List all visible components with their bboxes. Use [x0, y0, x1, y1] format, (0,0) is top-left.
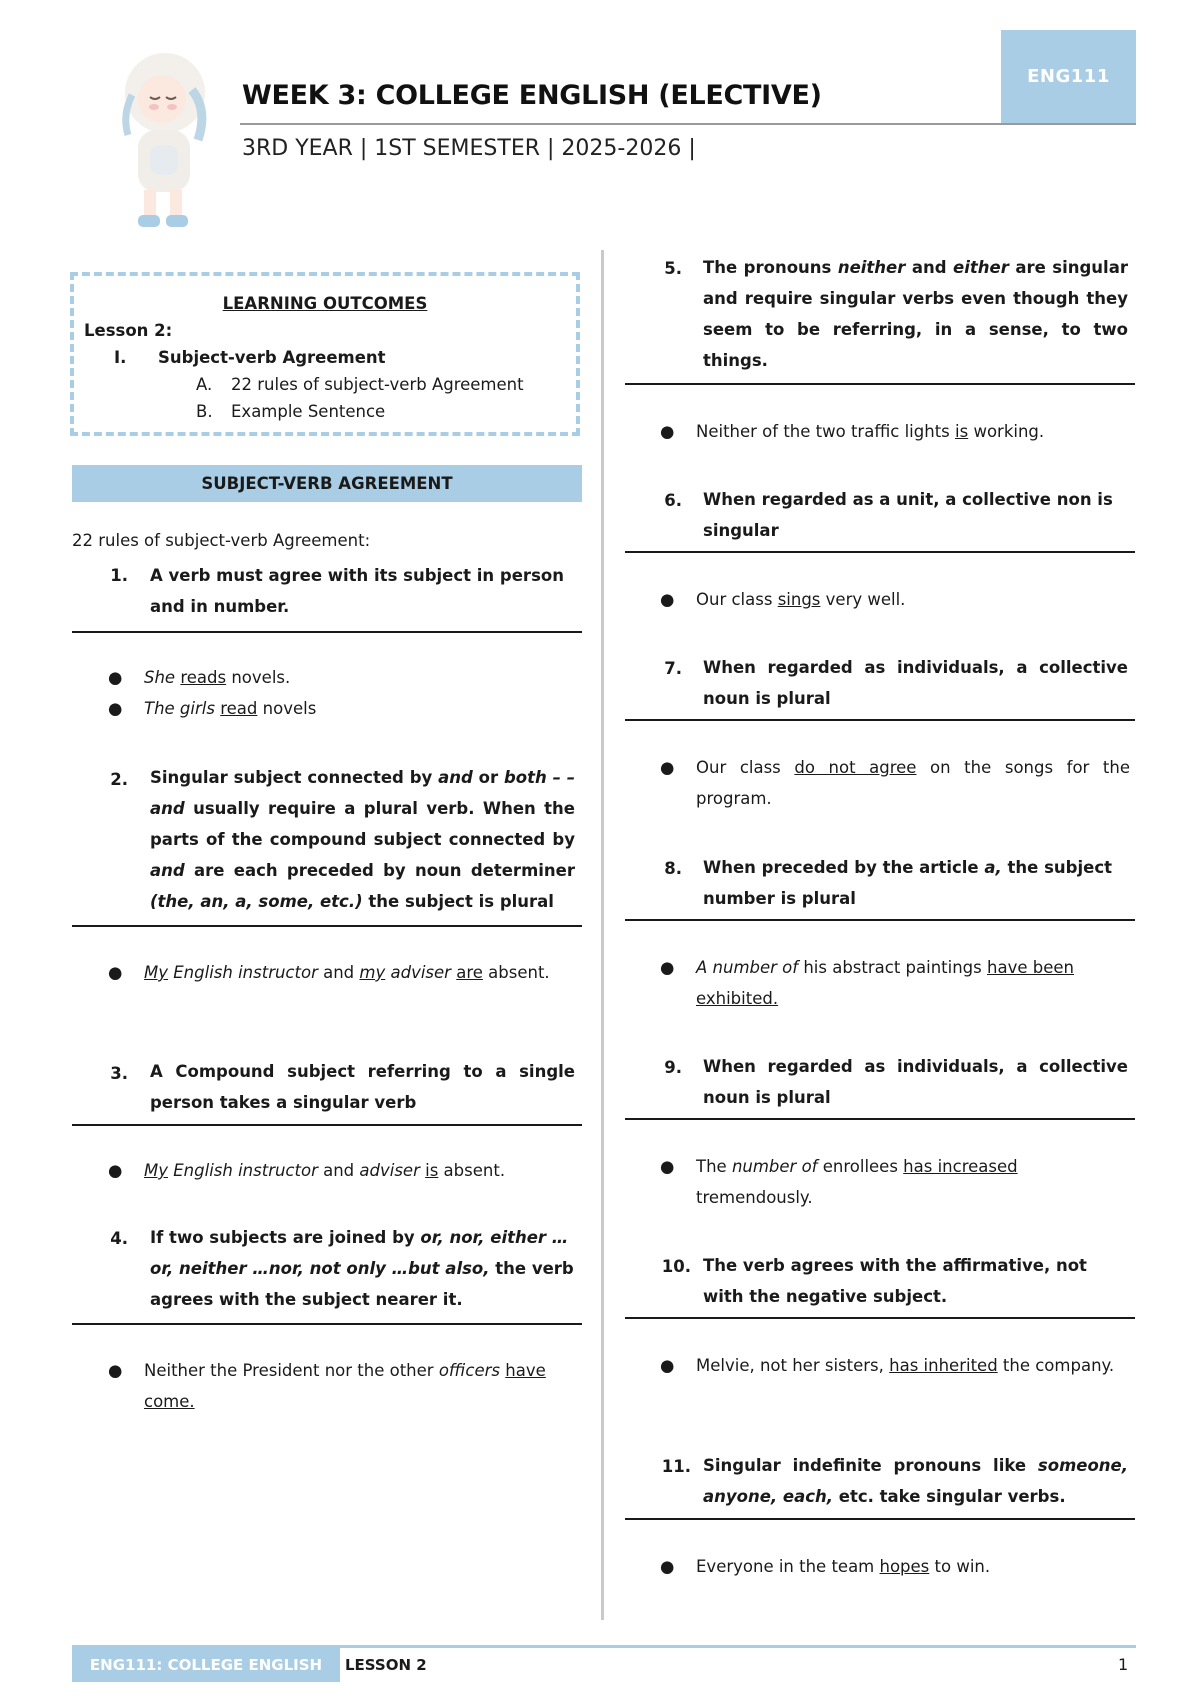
- outcomes-lesson: Lesson 2:: [84, 321, 173, 340]
- page-number: 1: [1118, 1655, 1129, 1674]
- course-code-tag: ENG111: [1001, 30, 1136, 123]
- rule-divider: [72, 631, 582, 633]
- footer-course-label: ENG111: COLLEGE ENGLISH: [72, 1648, 340, 1682]
- rule-text: The verb agrees with the affirmative, not with the negative subject.: [703, 1256, 1087, 1306]
- rule-number: 9.: [664, 1058, 682, 1077]
- rule-divider: [625, 719, 1135, 721]
- doll-illustration: [110, 35, 220, 235]
- rule-divider: [625, 551, 1135, 553]
- rule-text: When regarded as individuals, a collective noun is plural: [703, 658, 1128, 708]
- outcome-sub-label: B.: [196, 402, 213, 421]
- page-subtitle: 3RD YEAR | 1ST SEMESTER | 2025-2026 |: [242, 136, 696, 161]
- rule-number: 5.: [664, 259, 682, 278]
- rule-number: 10.: [661, 1257, 691, 1276]
- rule-divider: [625, 1518, 1135, 1520]
- outcomes-heading: LEARNING OUTCOMES: [222, 294, 428, 313]
- rule-divider: [625, 383, 1135, 385]
- rule-text: When regarded as a unit, a collective non is singular: [703, 490, 1113, 540]
- column-divider: [601, 250, 604, 1620]
- intro-text: 22 rules of subject-verb Agreement:: [72, 531, 371, 550]
- rule-text: Singular subject connected by and or both – – and usually require a plural verb. When the parts of the compound subject connected by and are each preceded by noun determiner (the, an, a, some, etc.) the subject is plural: [150, 768, 575, 911]
- rule-number: 11.: [661, 1457, 691, 1476]
- rule-number: 2.: [110, 770, 128, 789]
- rule-number: 6.: [664, 491, 682, 510]
- learning-outcomes-box: [70, 272, 580, 436]
- outcome-sub-label: A.: [196, 375, 213, 394]
- title-underline: [240, 123, 1136, 125]
- footer-lesson: LESSON 2: [345, 1656, 427, 1674]
- outcomes-numeral: I.: [114, 348, 127, 367]
- rule-number: 7.: [664, 659, 682, 678]
- rule-divider: [625, 1317, 1135, 1319]
- rule-divider: [72, 925, 582, 927]
- rule-number: 1.: [110, 566, 128, 585]
- outcomes-topic: Subject-verb Agreement: [158, 348, 386, 367]
- rule-text: When regarded as individuals, a collective noun is plural: [703, 1057, 1128, 1107]
- rule-number: 4.: [110, 1229, 128, 1248]
- rule-divider: [72, 1124, 582, 1126]
- rule-number: 3.: [110, 1064, 128, 1083]
- rule-text: Singular indefinite pronouns like someone, anyone, each, etc. take singular verbs.: [703, 1456, 1128, 1506]
- rule-number: 8.: [664, 859, 682, 878]
- rule-text: When preceded by the article a, the subject number is plural: [703, 858, 1112, 908]
- rule-text: If two subjects are joined by or, nor, either … or, neither …nor, not only …but also, the verb agrees with the subject nearer it.: [150, 1228, 574, 1309]
- rule-text: A verb must agree with its subject in person and in number.: [150, 566, 564, 616]
- rule-divider: [72, 1323, 582, 1325]
- page-title: WEEK 3: COLLEGE ENGLISH (ELECTIVE): [242, 80, 822, 111]
- rule-divider: [625, 919, 1135, 921]
- outcome-sub-text: 22 rules of subject-verb Agreement: [231, 375, 524, 394]
- section-heading: SUBJECT-VERB AGREEMENT: [72, 465, 582, 502]
- outcome-sub-text: Example Sentence: [231, 402, 386, 421]
- rule-divider: [625, 1118, 1135, 1120]
- rule-text: A Compound subject referring to a single person takes a singular verb: [150, 1062, 575, 1112]
- rule-text: The pronouns neither and either are singular and require singular verbs even though they seem to be referring, in a sense, to two things.: [703, 258, 1128, 370]
